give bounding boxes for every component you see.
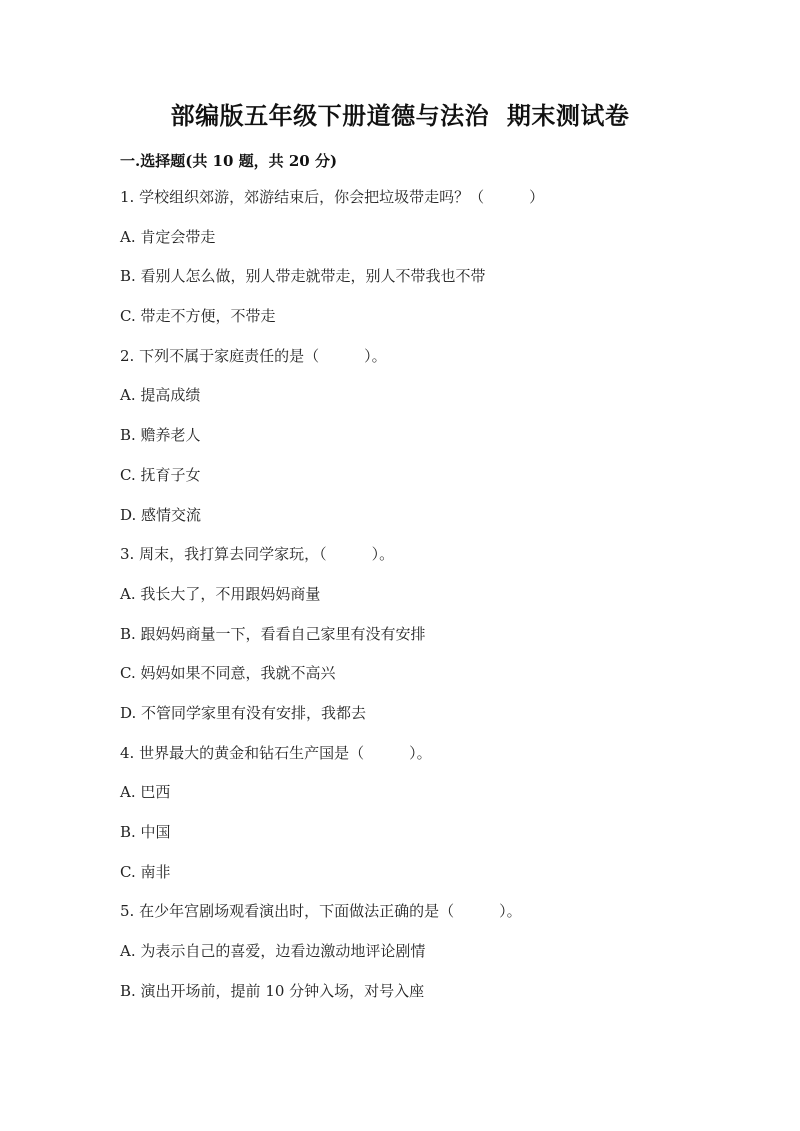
option-line: A. 我长大了，不用跟妈妈商量 xyxy=(120,584,321,603)
option-line: C. 抚育子女 xyxy=(120,465,201,484)
option-line: C. 妈妈如果不同意，我就不高兴 xyxy=(120,664,336,683)
question-list xyxy=(120,186,720,1019)
option-line: B. 看别人怎么做，别人带走就带走，别人不带我也不带 xyxy=(120,267,486,286)
option-line: B. 演出开场前，提前 10 分钟入场，对号入座 xyxy=(120,981,425,1000)
section-heading: 一.选择题(共 10 题，共 20 分) xyxy=(120,152,338,170)
option-line: A. 为表示自己的喜爱，边看边激动地评论剧情 xyxy=(120,942,426,961)
option-line: B. 赡养老人 xyxy=(120,426,201,445)
question-line: 2. 下列不属于家庭责任的是（ ）。 xyxy=(120,346,387,365)
question-line: 3. 周末，我打算去同学家玩，（ ）。 xyxy=(120,545,395,564)
option-line: B. 中国 xyxy=(120,823,171,841)
option-line: D. 感情交流 xyxy=(120,505,202,524)
option-line: A. 巴西 xyxy=(120,783,171,802)
question-line: 1. 学校组织郊游，郊游结束后，你会把垃圾带走吗？（ ） xyxy=(120,188,545,206)
option-line: D. 不管同学家里有没有安排，我都去 xyxy=(120,703,367,722)
question-line: 5. 在少年宫剧场观看演出时，下面做法正确的是（ ）。 xyxy=(120,902,522,921)
option-line: A. 肯定会带走 xyxy=(120,227,216,246)
page-title: 部编版五年级下册道德与法治 期末测试卷 xyxy=(170,101,630,130)
option-line: B. 跟妈妈商量一下，看看自己家里有没有安排 xyxy=(120,624,426,643)
option-line: C. 带走不方便，不带走 xyxy=(120,307,276,326)
option-line: C. 南非 xyxy=(120,862,171,881)
question-line: 4. 世界最大的黄金和钻石生产国是（ ）。 xyxy=(120,743,432,762)
option-line: A. 提高成绩 xyxy=(120,386,201,405)
